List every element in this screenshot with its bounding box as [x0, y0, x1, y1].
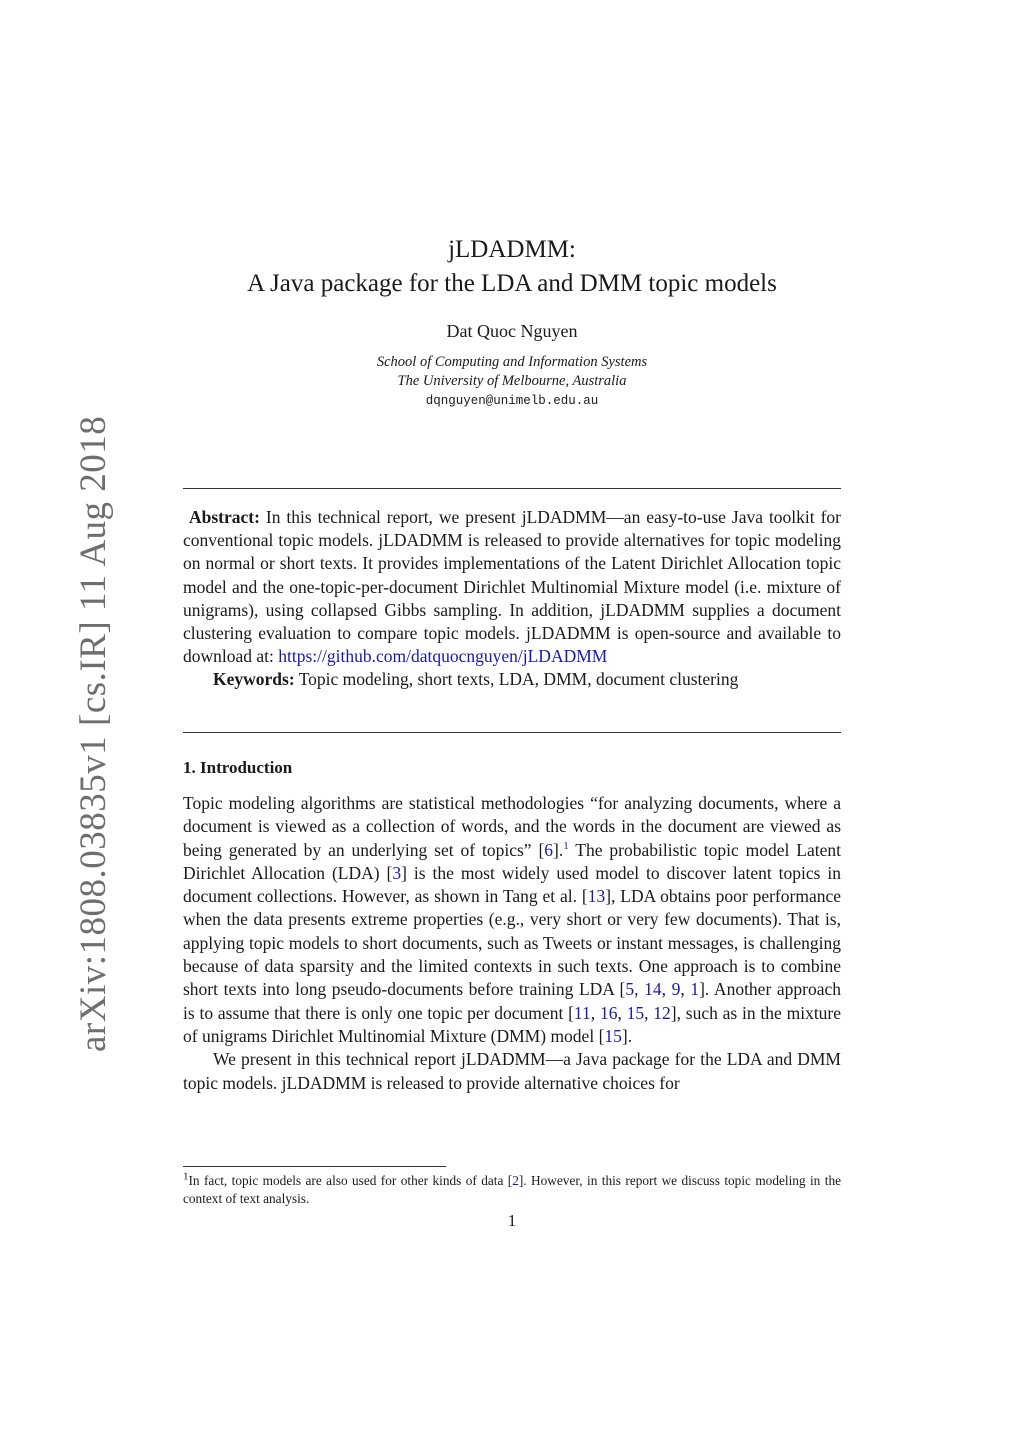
- citation-link[interactable]: 9: [671, 979, 681, 1000]
- paragraph-text: Topic modeling algorithms are statistical methodologies “for analyzing documents, where a document is viewed as a collection of words, and the words in the document are viewed as being generated by an underlying set of topics” [: [183, 793, 841, 860]
- keywords-label: Keywords:: [213, 669, 295, 690]
- citation-link[interactable]: 15: [604, 1025, 622, 1046]
- paragraph-text: ], LDA obtains poor performance when the data presents extreme properties (e.g., very short or very few documents). That is, applying topic models to short documents, such as Tweets or instant messages, is challenging because of data sparsity and the limited contexts in such texts. One approach is to combine short texts into long pseudo-documents before training LDA [: [183, 886, 841, 1000]
- footnote-number: 1: [183, 1170, 189, 1183]
- section-heading-introduction: 1. Introduction: [183, 758, 293, 777]
- abstract-bottom-rule: [183, 732, 841, 733]
- author-email[interactable]: dqnguyen@unimelb.edu.au: [425, 394, 599, 408]
- footnote-rule: [183, 1166, 446, 1167]
- citation-link[interactable]: 3: [392, 862, 402, 883]
- citation-link[interactable]: 15: [626, 1002, 645, 1023]
- introduction-paragraph-2: We present in this technical report jLDADMM—a Java package for the LDA and DMM topic models. jLDADMM is released to provide alternative choices for: [183, 1049, 841, 1093]
- citation-link[interactable]: 1: [690, 979, 700, 1000]
- affiliation-school: School of Computing and Information Systems: [376, 354, 648, 370]
- citation-link[interactable]: 2: [512, 1173, 519, 1188]
- footnote-text: ]. However, in this report we discuss topic modeling in the context of text analysis.: [183, 1173, 842, 1206]
- footnote-text: In fact, topic models are also used for other kinds of data [: [188, 1173, 513, 1188]
- paper-title-line-2: A Java package for the LDA and DMM topic models: [247, 270, 777, 297]
- abstract-label: Abstract:: [189, 507, 260, 527]
- page-number: 1: [507, 1211, 517, 1230]
- affiliation-university: The University of Melbourne, Australia: [397, 373, 627, 389]
- citation-separator: ,: [634, 979, 645, 1000]
- paragraph-text: ]. Another approach is to assume that there is only one topic per document [: [183, 979, 842, 1023]
- abstract-top-rule: [183, 488, 841, 489]
- citation-separator: ,: [661, 979, 672, 1000]
- footnote-marker[interactable]: 1: [563, 839, 569, 852]
- github-link[interactable]: https://github.com/datquocnguyen/jLDADMM: [278, 646, 608, 667]
- keywords-text: Topic modeling, short texts, LDA, DMM, document clustering: [294, 669, 739, 690]
- abstract-text: In this technical report, we present jLDADMM—an easy-to-use Java toolkit for conventional topic models. jLDADMM is released to provide alternatives for topic modeling on normal or short texts. It provides implementations of the Latent Dirichlet Allocation topic model and the one-topic-per-document Dirichlet Multinomial Mixture model (i.e. mixture of unigrams), using collapsed Gibbs sampling. In addition, jLDADMM supplies a document clustering evaluation to compare topic models. jLDADMM is open-source and available to download at:: [183, 507, 841, 667]
- keywords-line: [183, 668, 841, 691]
- citation-link[interactable]: 5: [625, 979, 635, 1000]
- footnote: [183, 1172, 841, 1208]
- citation-separator: ,: [644, 1002, 654, 1023]
- abstract-paragraph: [183, 506, 841, 668]
- citation-link[interactable]: 13: [587, 886, 606, 907]
- paragraph-text: ].: [553, 839, 564, 860]
- abstract-block: [183, 506, 841, 692]
- citation-link[interactable]: 12: [653, 1002, 671, 1023]
- arxiv-identifier: arXiv:1808.03835v1 [cs.IR] 11 Aug 2018: [73, 415, 114, 1052]
- citation-separator: ,: [680, 979, 691, 1000]
- author-name: Dat Quoc Nguyen: [446, 321, 578, 341]
- paragraph-text: The probabilistic topic model Latent Dirichlet Allocation (LDA) [: [183, 839, 841, 883]
- introduction-body: [183, 792, 841, 1095]
- paragraph-text: ], such as in the mixture of unigrams Dirichlet Multinomial Mixture (DMM) model [: [183, 1002, 842, 1046]
- citation-link[interactable]: 14: [644, 979, 662, 1000]
- citation-link[interactable]: 6: [544, 839, 554, 860]
- paragraph-text: ] is the most widely used model to discover latent topics in document collections. However, as shown in Tang et al. [: [183, 862, 841, 907]
- paper-title-line-1: jLDADMM:: [448, 236, 576, 263]
- citation-separator: ,: [617, 1002, 627, 1023]
- introduction-paragraph-1: [183, 792, 841, 1048]
- paragraph-text: ].: [621, 1025, 633, 1046]
- citation-link[interactable]: 11: [573, 1002, 591, 1023]
- citation-separator: ,: [590, 1002, 600, 1023]
- citation-link[interactable]: 16: [599, 1002, 618, 1023]
